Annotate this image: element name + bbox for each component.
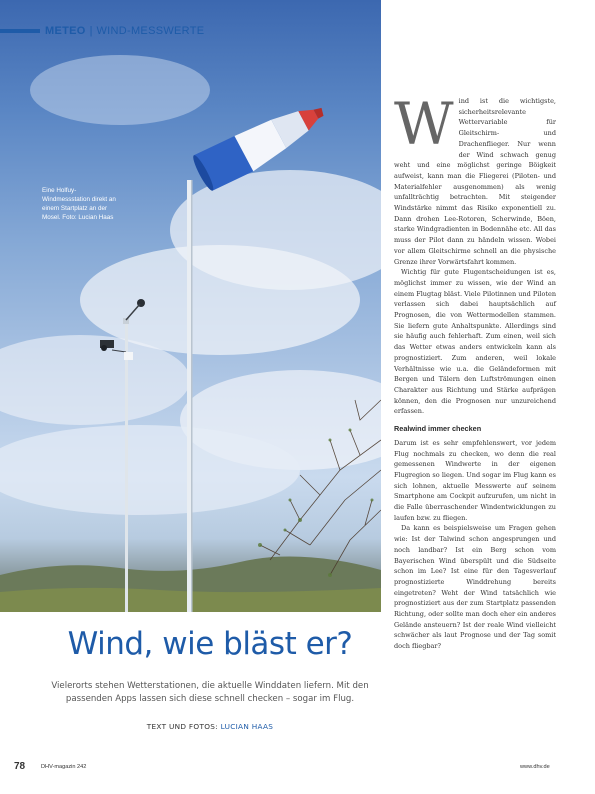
credit-label: TEXT UND FOTOS: xyxy=(146,722,218,731)
photo-caption: Eine Holfuy-Windmessstation direkt an einem Startplatz an der Mosel. Foto: Lucian Haas xyxy=(42,187,116,222)
page-number: 78 xyxy=(14,761,26,772)
drop-cap: W xyxy=(394,90,454,158)
website-link[interactable]: www.dhv.de xyxy=(520,764,550,770)
paragraph-1 xyxy=(394,90,556,267)
kicker-section: METEO xyxy=(45,25,86,37)
paragraph-4: Da kann es beispielsweise um Fragen gehen wie: Ist der Talwind schon angesprungen und noch landbar? Ist ein Berg schon vom Bayerischen Wind überspült und die Südseite schon im Lee? Ist eine für den Tagesverlauf prognostizierte Winddrehung bereits eingetreten? Weht der Wind tatsächlich wie prognostiziert aus der zum Startplatz passenden Richtung, oder sollte man doch eher ein anderes Gelände ansteuern? Ist der reale Wind vielleicht schwächer als laut Prognose und der Tag somit doch fliegbar? xyxy=(394,524,556,651)
magazine-issue: DHV-magazin 242 xyxy=(41,764,87,770)
paragraph-1-text: ind ist die wichtigste, sicherheitsrelevante Wettervariable für Gleitschirm- und Drachenflieger. Nur wenn der Wind schwach genug weht und eine möglichst geringe Böigkeit aufweist, kann man die Fliegerei (Piloten- und Materialfehler ausgenommen) als wenig unfallträchtig betrachten. Mit steigender Windstärke nimmt das Risiko exponentiell zu. Dann drohen Lee-Rotoren, Scherwinde, Böen, starke Windgradienten in Bodennähe etc. All das muss der Pilot dann zu händeln wissen. Wobei vor allem Gleitschirme schnell an die physische Grenze ihrer Vorwärtsfahrt kommen. xyxy=(394,97,556,266)
credit-name: LUCIAN HAAS xyxy=(220,722,274,731)
article-teaser: Vielerorts stehen Wetterstationen, die aktuelle Winddaten liefern. Mit den passenden Apps lassen sich diese schnell checken – sogar im Flug. xyxy=(51,681,369,704)
paragraph-3: Darum ist es sehr empfehlenswert, vor jedem Flug nochmals zu checken, wo denn die real gemessenen Windwerte in der eigenen Flugregion so liegen. Und sogar im Flug kann es sich lohnen, aktuelle Messwerte auf seinem Smartphone am Cockpit aufzurufen, um nicht in die Falle überraschender Windentwicklungen zu laufen bzw. zu fliegen. xyxy=(394,438,556,522)
windsock-illustration xyxy=(0,0,381,612)
kicker-separator: | xyxy=(89,25,93,37)
paragraph-2: Wichtig für gute Flugentscheidungen ist es, möglichst immer zu wissen, wie der Wind an einem Flugtag bläst. Viele Pilotinnen und Piloten verlassen sich dabei hauptsächlich auf Prognosen, die von Wettermodellen stammen. Sie liefern gute Anhaltspunkte. Allerdings sind sie häufig auch fehlerhaft. Zum einen, weil sich das Wetter etwas anders entwickeln kann als prognostiziert. Zum anderen, weil lokale Verhältnisse wie u.a. die Geländeformen mit Bergen und Tälern den Luftströmungen einen Charakter aus Richtung und Stärke aufprägen können, den die Prognosen nur unzureichend erfassen. xyxy=(394,268,556,416)
kicker-topic: WIND-MESSWERTE xyxy=(96,25,205,37)
subheading: Realwind immer checken xyxy=(394,424,482,434)
kicker-bar xyxy=(0,29,40,33)
article-headline: Wind, wie bläst er? xyxy=(67,626,353,662)
article-body xyxy=(394,90,556,652)
section-kicker xyxy=(0,24,204,38)
hero-photo xyxy=(0,0,381,612)
article-credit xyxy=(0,722,420,731)
